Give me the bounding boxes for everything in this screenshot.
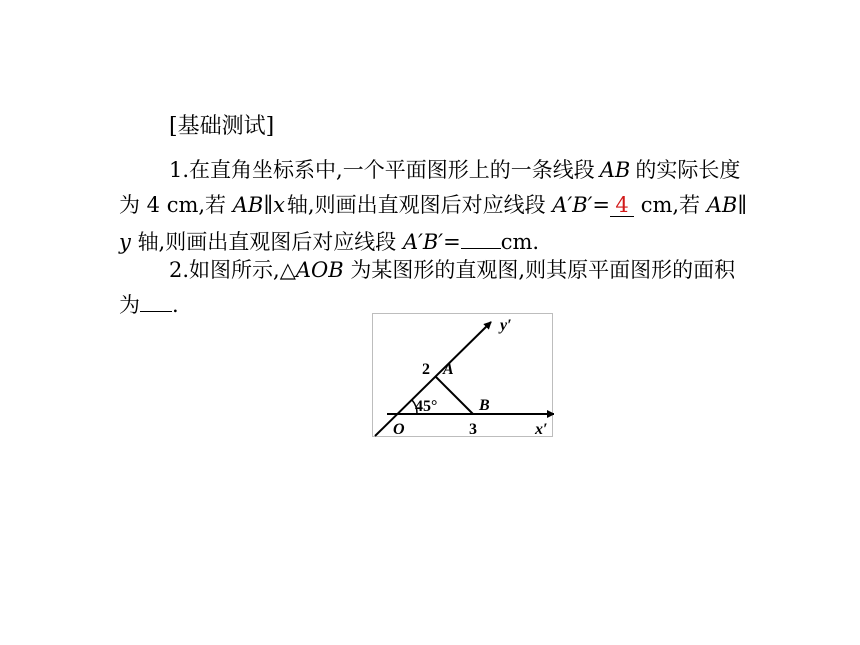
triangle-aob: AOB (295, 258, 344, 282)
q2-text: 为某图形的直观图,则其原平面图形的面积 (350, 258, 736, 282)
q1-text: cm,若 (640, 193, 701, 217)
q1-line-3 (119, 226, 539, 256)
label-a: A (443, 361, 454, 378)
equals-sign: = (592, 193, 611, 217)
segment-ab-line (435, 376, 473, 414)
label-b: B (479, 397, 490, 414)
q2-text: 为 (119, 293, 140, 317)
q1-text: cm. (500, 230, 540, 254)
q1-text: 1.在直角坐标系中,一个平面图形上的一条线段 (169, 158, 595, 182)
q1-line-1 (169, 156, 740, 184)
label-y-prime: y′ (500, 317, 512, 334)
q2-line-2 (119, 289, 179, 319)
x-axis-symbol: x (273, 193, 285, 217)
label-x-prime: x′ (535, 421, 548, 438)
label-angle-45: 45° (415, 398, 438, 415)
q1-text: 轴,则画出直观图后对应线段 (137, 230, 397, 254)
answer-blank-3[interactable] (140, 289, 172, 312)
q1-line-2 (119, 191, 747, 219)
label-length-2: 2 (422, 361, 430, 378)
parallel-symbol: ∥ (263, 193, 274, 217)
answer-blank-1[interactable]: 4 (610, 194, 634, 217)
y-axis-symbol: y (119, 230, 131, 254)
q1-text: 的实际长度 (635, 158, 741, 182)
oblique-diagram (372, 313, 553, 437)
q2-text: 2.如图所示,△ (169, 258, 296, 282)
diagram-svg (373, 314, 554, 438)
equals-sign: = (443, 230, 461, 254)
segment-a-prime-b-prime: A′B′ (402, 230, 444, 254)
segment-ab: AB (599, 158, 631, 182)
segment-ab: AB (706, 193, 738, 217)
label-length-3: 3 (469, 421, 477, 438)
section-heading: [基础测试] (169, 114, 275, 139)
parallel-symbol: ∥ (737, 193, 748, 217)
segment-ab: AB (232, 193, 264, 217)
y-prime-axis (375, 322, 491, 436)
q1-text: 轴,则画出直观图后对应线段 (286, 193, 546, 217)
q1-text: 为 4 cm,若 (119, 193, 227, 217)
q2-line-1 (169, 256, 735, 284)
answer-blank-2[interactable] (461, 226, 501, 249)
label-o: O (393, 421, 405, 438)
q2-text: . (172, 293, 179, 317)
segment-a-prime-b-prime: A′B′ (552, 193, 593, 217)
